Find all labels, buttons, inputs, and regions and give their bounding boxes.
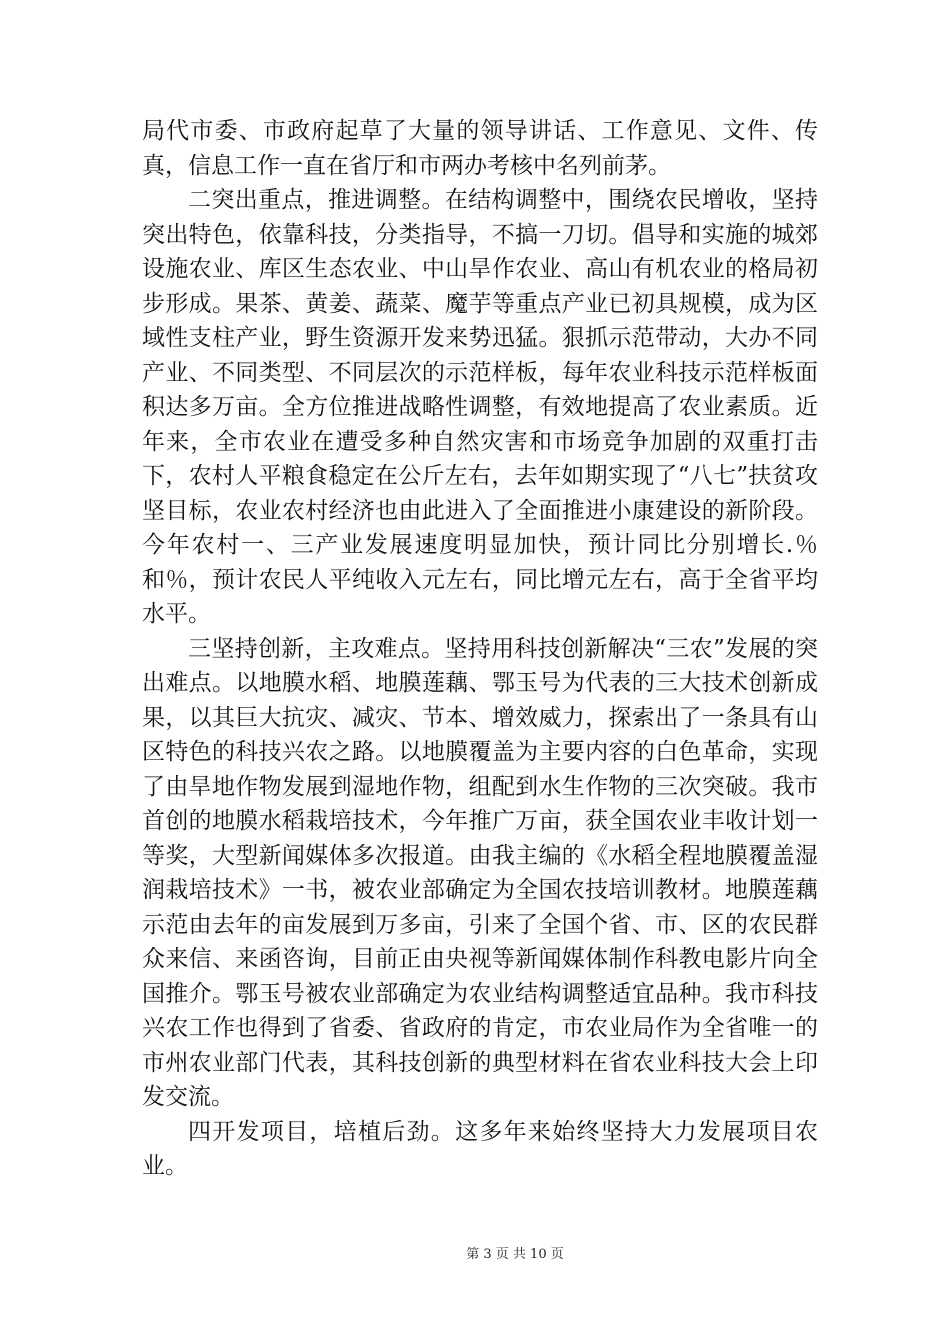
paragraph-1: 局代市委、市政府起草了大量的领导讲话、工作意见、文件、传真，信息工作一直在省厅和市两办考核中名列前茅。 xyxy=(142,118,818,179)
paragraph-4: 四开发项目，培植后劲。这多年来始终坚持大力发展项目农业。 xyxy=(142,1118,818,1179)
document-body xyxy=(142,114,818,1184)
paragraph-3: 三坚持创新，主攻难点。坚持用科技创新解决“三农”发展的突出难点。以地膜水稻、地膜莲藕、鄂玉号为代表的三大技术创新成果，以其巨大抗灾、减灾、节本、增效威力，探索出了一条具有山区特色的科技兴农之路。以地膜覆盖为主要内容的白色革命，实现了由旱地作物发展到湿地作物，组配到水生作物的三次突破。我市首创的地膜水稻栽培技术，今年推广万亩，获全国农业丰收计划一等奖，大型新闻媒体多次报道。由我主编的《水稻全程地膜覆盖湿润栽培技术》一书，被农业部确定为全国农技培训教材。地膜莲藕示范由去年的亩发展到万多亩，引来了全国个省、市、区的农民群众来信、来函咨询，目前正由央视等新闻媒体制作科教电影片向全国推介。鄂玉号被农业部确定为农业结构调整适宜品种。我市科技兴农工作也得到了省委、省政府的肯定，市农业局作为全省唯一的市州农业部门代表，其科技创新的典型材料在省农业科技大会上印发交流。 xyxy=(142,635,818,1110)
page-number-footer: 第 3 页 共 10 页 xyxy=(466,1247,564,1262)
paragraph-2: 二突出重点，推进调整。在结构调整中，围绕农民增收，坚持突出特色，依靠科技，分类指导，不搞一刀切。倡导和实施的城郊设施农业、库区生态农业、中山旱作农业、高山有机农业的格局初步形成。果茶、黄姜、蔬菜、魔芋等重点产业已初具规模，成为区域性支柱产业，野生资源开发来势迅猛。狠抓示范带动，大办不同产业、不同类型、不同层次的示范样板，每年农业科技示范样板面积达多万亩。全方位推进战略性调整，有效地提高了农业素质。近年来，全市农业在遭受多种自然灾害和市场竞争加剧的双重打击下，农村人平粮食稳定在公斤左右，去年如期实现了“八七”扶贫攻坚目标，农业农村经济也由此进入了全面推进小康建设的新阶段。今年农村一、三产业发展速度明显加快，预计同比分别增长.％和％，预计农民人平纯收入元左右，同比增元左右，高于全省平均水平。 xyxy=(142,187,818,627)
